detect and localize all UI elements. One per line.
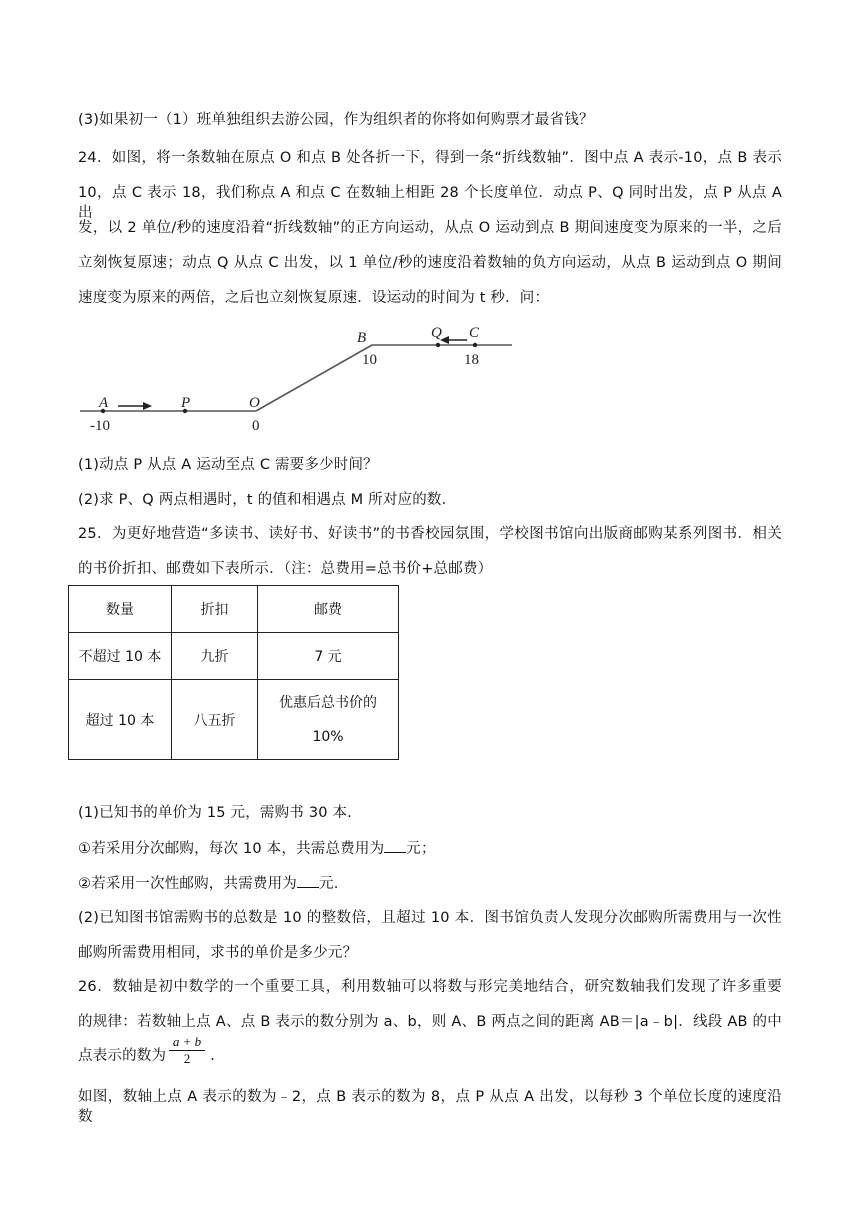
table-cell: 超过 10 本 <box>69 680 172 760</box>
q25-sub-1a-unit: 元； <box>406 841 436 857</box>
table-cell: 不超过 10 本 <box>69 633 172 680</box>
postage-text-line-1: 优惠后总书价的 <box>279 694 377 711</box>
value-o: 0 <box>252 418 260 434</box>
q25-sub-1: (1)已知书的单价为 15 元，需购书 30 本. <box>78 805 352 821</box>
q26-line-1: 26．数轴是初中数学的一个重要工具，利用数轴可以将数与形完美地结合，研究数轴我们发现了许多重要 <box>78 979 782 995</box>
folded-number-line-diagram <box>70 320 530 440</box>
q24-line-1: 24．如图，将一条数轴在原点 O 和点 B 处各折一下，得到一条“折线数轴”．图中点 A 表示-10，点 B 表示 <box>78 150 782 166</box>
table-header-cell: 邮费 <box>258 586 399 633</box>
label-a: A <box>99 395 109 411</box>
fraction-denominator: 2 <box>183 1051 191 1066</box>
table-header-row <box>69 586 399 633</box>
q25-sub-1a-text: ①若采用分次邮购，每次 10 本，共需总费用为 <box>78 841 385 857</box>
table-cell: 八五折 <box>172 680 258 760</box>
table-header-cell: 数量 <box>69 586 172 633</box>
point-q-dot <box>436 343 440 347</box>
q26-line-3-text: 点表示的数为 <box>78 1048 167 1064</box>
q25-sub-2-line-1: (2)已知图书馆需购书的总数是 10 的整数倍，且超过 10 本．图书馆负责人发现分次邮购所需费用与一次性 <box>78 910 782 926</box>
table-row <box>69 633 399 680</box>
q25-sub-1b-unit: 元. <box>319 876 339 892</box>
label-c: C <box>469 325 480 341</box>
answer-blank[interactable] <box>384 838 406 853</box>
label-q: Q <box>431 325 442 341</box>
q24-line-2: 10，点 C 表示 18，我们称点 A 和点 C 在数轴上相距 28 个长度单位．动点 P、Q 同时出发，点 P 从点 A 出 <box>78 185 782 221</box>
point-c-dot <box>473 343 477 347</box>
value-a: -10 <box>90 418 110 434</box>
q25-line-1: 25．为更好地营造“多读书、读好书、好读书”的书香校园氛围，学校图书馆向出版商邮购某系列图书．相关 <box>78 526 782 542</box>
q25-sub-1b-text: ②若采用一次性邮购，共需费用为 <box>78 876 297 892</box>
q25-sub-1a <box>78 838 436 859</box>
table-cell-postage <box>258 680 399 760</box>
q24-line-4: 立刻恢复原速；动点 Q 从点 C 出发，以 1 单位/秒的速度沿着数轴的负方向运动，从点 B 运动到点 O 期间 <box>78 255 782 271</box>
price-table <box>68 585 399 760</box>
midpoint-fraction <box>169 1034 205 1067</box>
q24-line-5: 速度变为原来的两倍，之后也立刻恢复原速．设运动的时间为 t 秒．问： <box>78 290 550 306</box>
value-b: 10 <box>362 352 377 368</box>
q26-line-4: 如图，数轴上点 A 表示的数为﹣2，点 B 表示的数为 8，点 P 从点 A 出发，以每秒 3 个单位长度的速度沿数 <box>78 1089 782 1125</box>
q26-line-3-end: ． <box>210 1048 225 1064</box>
q24-sub-1: (1)动点 P 从点 A 运动至点 C 需要多少时间？ <box>78 457 378 473</box>
q26-line-2: 的规律：若数轴上点 A、点 B 表示的数分别为 a、b，则 A、B 两点之间的距离 AB＝|a﹣b|．线段 AB 的中 <box>78 1014 782 1030</box>
q24-line-3: 发，以 2 单位/秒的速度沿着“折线数轴”的正方向运动，从点 O 运动到点 B 期间速度变为原来的一半，之后 <box>78 220 782 236</box>
slanted-segment <box>256 345 372 411</box>
fraction-numerator: a + b <box>169 1034 205 1051</box>
table-header-cell: 折扣 <box>172 586 258 633</box>
q25-sub-2-line-2: 邮购所需费用相同，求书的单价是多少元？ <box>78 945 358 961</box>
p-arrow-head <box>143 402 152 410</box>
q23-part3: (3)如果初一（1）班单独组织去游公园，作为组织者的你将如何购票才最省钱？ <box>78 112 594 128</box>
table-cell: 7 元 <box>258 633 399 680</box>
q25-line-2: 的书价折扣、邮费如下表所示．（注：总费用=总书价+总邮费） <box>78 561 493 577</box>
q24-sub-2: (2)求 P、Q 两点相遇时，t 的值和相遇点 M 所对应的数． <box>78 492 457 508</box>
value-c: 18 <box>464 352 479 368</box>
q25-sub-1b <box>78 873 339 894</box>
answer-blank[interactable] <box>297 873 319 888</box>
label-p: P <box>181 395 191 411</box>
label-o: O <box>249 395 260 411</box>
label-b: B <box>357 330 367 346</box>
table-cell: 九折 <box>172 633 258 680</box>
table-row <box>69 680 399 760</box>
postage-text-line-2: 10% <box>312 728 344 745</box>
